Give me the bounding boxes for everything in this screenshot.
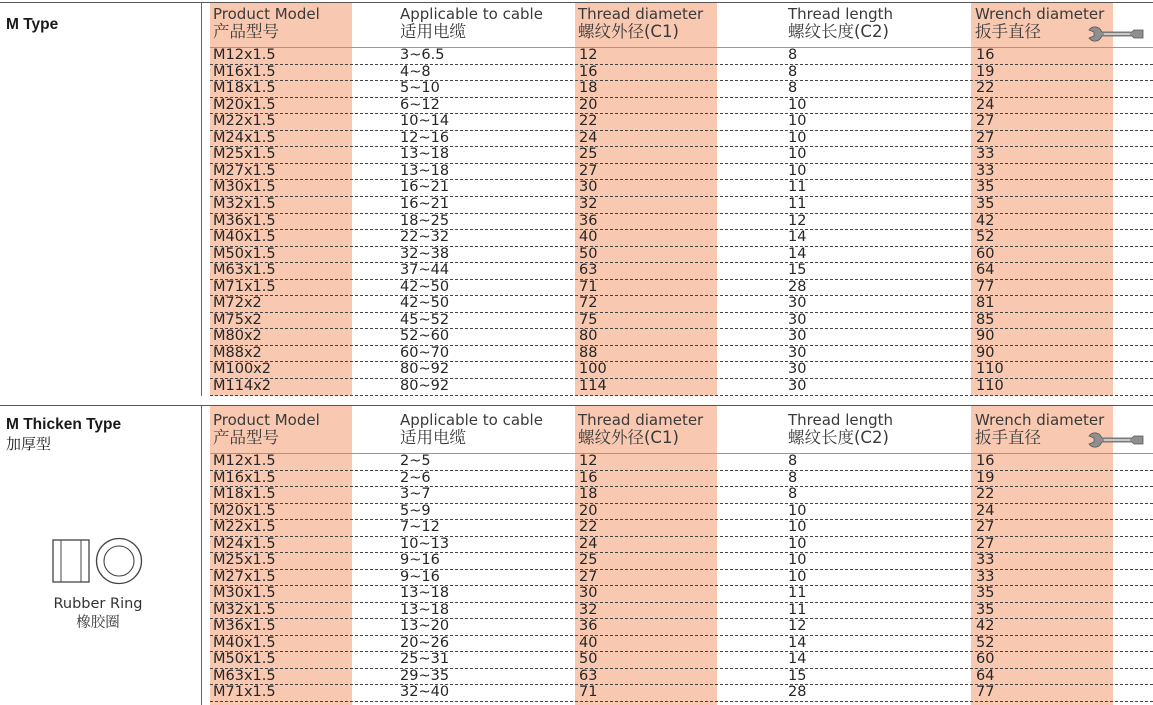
cell-applicable-cable: 52~60 [400,328,450,345]
cell-product-model: M36x1.5 [213,618,276,634]
header-en: Thread diameter [578,411,704,429]
cell-thread-length: 8 [788,469,798,486]
cell-thread-diameter: 27 [579,568,598,585]
cell-wrench-diameter: 27 [976,129,995,146]
cell-product-model: M12x1.5 [213,47,276,63]
cell-wrench-diameter: 42 [976,212,995,229]
wrench-icon [1088,431,1144,449]
table-row [210,131,1153,148]
cell-thread-diameter: 24 [579,129,598,146]
cell-wrench-diameter: 90 [976,328,995,345]
cell-thread-diameter: 24 [579,535,598,552]
cell-applicable-cable: 6~12 [400,96,440,113]
cell-product-model: M32x1.5 [213,601,276,618]
cell-wrench-diameter: 22 [976,486,995,502]
table-row [210,197,1153,214]
cell-applicable-cable: 13~18 [400,601,450,618]
rubber-ring-label [43,595,153,633]
wrench-icon [1088,25,1144,43]
table-row [210,180,1153,197]
cell-product-model: M24x1.5 [213,129,276,146]
cell-wrench-diameter: 33 [976,568,995,585]
cell-thread-length: 14 [788,229,807,246]
cell-thread-length: 11 [788,179,807,196]
cell-thread-diameter: 100 [579,361,607,378]
cell-applicable-cable: 18~25 [400,212,450,229]
header-thread-diameter [578,412,703,448]
cell-applicable-cable: 2~6 [400,469,431,486]
cell-thread-diameter: 18 [579,80,598,97]
header-en: Applicable to cable [400,5,543,23]
cell-product-model: M18x1.5 [213,80,276,97]
header-wrench-diameter [975,412,1104,448]
header-en: Wrench diameter [975,411,1105,429]
cell-product-model: M88x2 [213,344,262,361]
header-thread-length [788,412,893,448]
header-thread-diameter [578,6,703,42]
cell-wrench-diameter: 90 [976,344,995,361]
cell-product-model: M63x1.5 [213,667,276,684]
table-row [210,636,1153,653]
cell-applicable-cable: 16~21 [400,179,450,196]
cell-thread-length: 10 [788,568,807,585]
cell-thread-diameter: 30 [579,585,598,601]
header-product-model [213,6,320,42]
cell-product-model: M27x1.5 [213,568,276,585]
cell-wrench-diameter: 85 [976,311,995,328]
cell-thread-length: 14 [788,634,807,651]
cell-thread-length: 8 [788,486,798,502]
cell-thread-length: 30 [788,295,807,312]
cell-product-model: M50x1.5 [213,651,276,667]
m-thicken-section [0,405,1153,705]
cell-thread-length: 30 [788,378,807,394]
cell-wrench-diameter: 64 [976,262,995,279]
header-cn: 螺纹外径(C1) [578,22,679,41]
cell-thread-diameter: 20 [579,502,598,519]
cell-thread-length: 11 [788,195,807,212]
cell-thread-diameter: 88 [579,344,598,361]
header-thread-length [788,6,893,42]
cell-wrench-diameter: 33 [976,162,995,179]
cell-thread-diameter: 30 [579,179,598,196]
cell-product-model: M22x1.5 [213,113,276,130]
cell-thread-length: 28 [788,278,807,295]
cell-wrench-diameter: 35 [976,179,995,196]
table-row [210,379,1153,396]
cell-applicable-cable: 25~31 [400,651,450,667]
cell-product-model: M30x1.5 [213,585,276,601]
cell-product-model: M72x2 [213,295,262,312]
cell-thread-diameter: 80 [579,328,598,345]
cell-wrench-diameter: 64 [976,667,995,684]
cell-applicable-cable: 3~6.5 [400,47,445,63]
cell-applicable-cable: 42~50 [400,278,450,295]
cell-product-model: M36x1.5 [213,212,276,229]
cell-applicable-cable: 5~9 [400,502,431,519]
table-row [210,537,1153,554]
table-row [210,553,1153,570]
cell-wrench-diameter: 22 [976,80,995,97]
cell-thread-diameter: 25 [579,146,598,163]
cell-applicable-cable: 32~40 [400,684,450,700]
cell-product-model: M16x1.5 [213,469,276,486]
table-row [210,296,1153,313]
cell-product-model: M114x2 [213,378,271,394]
table-row [210,147,1153,164]
cell-thread-length: 14 [788,651,807,667]
cell-wrench-diameter: 81 [976,295,995,312]
ring-label-en: Rubber Ring [53,596,143,612]
table-row [210,280,1153,297]
header-applicable-cable [400,6,543,42]
cell-product-model: M32x1.5 [213,195,276,212]
cell-product-model: M75x2 [213,311,262,328]
header-en: Product Model [213,5,320,23]
cell-thread-diameter: 71 [579,684,598,700]
cell-thread-diameter: 27 [579,162,598,179]
cell-thread-diameter: 50 [579,245,598,262]
cell-thread-length: 10 [788,96,807,113]
cell-applicable-cable: 20~26 [400,634,450,651]
cell-applicable-cable: 5~10 [400,80,440,97]
ring-label-cn: 橡胶圈 [76,615,120,631]
table-row [210,504,1153,521]
cell-product-model: M40x1.5 [213,634,276,651]
table-row [210,230,1153,247]
cell-product-model: M100x2 [213,361,271,378]
cell-thread-diameter: 40 [579,634,598,651]
cell-thread-length: 30 [788,311,807,328]
section-title: M Thicken Type [6,416,122,433]
table-row [210,263,1153,280]
cell-thread-diameter: 12 [579,453,598,469]
cell-thread-length: 28 [788,684,807,700]
cell-product-model: M20x1.5 [213,96,276,113]
cell-thread-diameter: 16 [579,63,598,80]
cell-wrench-diameter: 52 [976,229,995,246]
section-title: M Type [6,16,59,33]
header-cn: 适用电缆 [400,22,466,41]
table-row [210,603,1153,620]
header-applicable-cable [400,412,543,448]
table-row [210,570,1153,587]
cell-wrench-diameter: 35 [976,195,995,212]
cell-applicable-cable: 80~92 [400,361,450,378]
cell-thread-length: 10 [788,113,807,130]
cell-applicable-cable: 32~38 [400,245,450,262]
cell-thread-diameter: 36 [579,618,598,634]
cell-thread-diameter: 18 [579,486,598,502]
header-en: Applicable to cable [400,411,543,429]
cell-thread-length: 11 [788,585,807,601]
section-divider [201,405,202,705]
cell-thread-length: 30 [788,344,807,361]
cell-applicable-cable: 22~32 [400,229,450,246]
table-row [210,487,1153,504]
cell-wrench-diameter: 110 [976,378,1004,394]
cell-thread-length: 10 [788,502,807,519]
cell-wrench-diameter: 35 [976,601,995,618]
cell-thread-diameter: 22 [579,519,598,535]
cell-product-model: M80x2 [213,328,262,345]
cell-wrench-diameter: 33 [976,146,995,163]
cell-thread-diameter: 36 [579,212,598,229]
cell-wrench-diameter: 52 [976,634,995,651]
cell-wrench-diameter: 77 [976,278,995,295]
cell-product-model: M24x1.5 [213,535,276,552]
cell-wrench-diameter: 33 [976,552,995,568]
cell-thread-length: 11 [788,601,807,618]
cell-wrench-diameter: 60 [976,245,995,262]
table-row [210,214,1153,231]
cell-thread-length: 30 [788,361,807,378]
cell-applicable-cable: 10~13 [400,535,450,552]
rubber-ring-icon [52,537,144,585]
cell-thread-diameter: 12 [579,47,598,63]
cell-wrench-diameter: 27 [976,519,995,535]
cell-thread-length: 12 [788,212,807,229]
cell-thread-diameter: 40 [579,229,598,246]
cell-thread-length: 15 [788,262,807,279]
cell-thread-length: 10 [788,129,807,146]
cell-wrench-diameter: 27 [976,535,995,552]
cell-product-model: M27x1.5 [213,162,276,179]
cell-applicable-cable: 80~92 [400,378,450,394]
cell-applicable-cable: 4~8 [400,63,431,80]
cell-applicable-cable: 60~70 [400,344,450,361]
header-cn: 产品型号 [213,22,279,41]
header-en: Thread length [788,411,894,429]
cell-thread-length: 15 [788,667,807,684]
header-en: Thread length [788,5,894,23]
cell-wrench-diameter: 60 [976,651,995,667]
cell-thread-length: 8 [788,63,798,80]
cell-thread-diameter: 25 [579,552,598,568]
header-en: Thread diameter [578,5,704,23]
cell-thread-length: 10 [788,519,807,535]
cell-product-model: M22x1.5 [213,519,276,535]
cell-thread-length: 8 [788,47,798,63]
table-row [210,247,1153,264]
header-wrench-diameter [975,6,1104,42]
table-row [210,471,1153,488]
table-row [210,362,1153,379]
cell-thread-diameter: 75 [579,311,598,328]
table-row [210,454,1153,471]
cell-applicable-cable: 13~18 [400,162,450,179]
cell-thread-diameter: 32 [579,195,598,212]
header-cn: 螺纹外径(C1) [578,428,679,447]
cell-product-model: M25x1.5 [213,146,276,163]
table-row [210,669,1153,686]
cell-thread-diameter: 63 [579,262,598,279]
cell-thread-length: 8 [788,453,798,469]
cell-thread-length: 12 [788,618,807,634]
cell-product-model: M30x1.5 [213,179,276,196]
cell-wrench-diameter: 19 [976,63,995,80]
cell-thread-diameter: 71 [579,278,598,295]
cell-applicable-cable: 42~50 [400,295,450,312]
table-row [210,652,1153,669]
cell-wrench-diameter: 16 [976,47,995,63]
cell-applicable-cable: 13~20 [400,618,450,634]
cell-applicable-cable: 13~18 [400,146,450,163]
cell-thread-length: 8 [788,80,798,97]
header-cn: 螺纹长度(C2) [788,428,889,447]
cell-thread-diameter: 72 [579,295,598,312]
cell-wrench-diameter: 35 [976,585,995,601]
header-cn: 产品型号 [213,428,279,447]
table-row [210,98,1153,115]
table-row [210,313,1153,330]
header-cn: 螺纹长度(C2) [788,22,889,41]
table-row [210,164,1153,181]
cell-thread-diameter: 20 [579,96,598,113]
cell-applicable-cable: 12~16 [400,129,450,146]
header-product-model [213,412,320,448]
table-row [210,114,1153,131]
cell-thread-diameter: 114 [579,378,607,394]
table-row [210,346,1153,363]
table-row [210,685,1153,702]
cell-applicable-cable: 9~16 [400,552,440,568]
cell-applicable-cable: 16~21 [400,195,450,212]
cell-product-model: M40x1.5 [213,229,276,246]
cell-product-model: M50x1.5 [213,245,276,262]
cell-wrench-diameter: 24 [976,502,995,519]
table-row [210,619,1153,636]
cell-thread-length: 10 [788,535,807,552]
table-row [210,586,1153,603]
cell-applicable-cable: 7~12 [400,519,440,535]
header-en: Product Model [213,411,320,429]
header-cn: 适用电缆 [400,428,466,447]
cell-applicable-cable: 37~44 [400,262,450,279]
cell-product-model: M25x1.5 [213,552,276,568]
cell-wrench-diameter: 27 [976,113,995,130]
cell-wrench-diameter: 77 [976,684,995,700]
header-cn: 扳手直径 [975,22,1041,41]
cell-wrench-diameter: 110 [976,361,1004,378]
cell-wrench-diameter: 42 [976,618,995,634]
cell-product-model: M16x1.5 [213,63,276,80]
cell-thread-diameter: 50 [579,651,598,667]
cell-applicable-cable: 9~16 [400,568,440,585]
cell-thread-diameter: 63 [579,667,598,684]
cell-thread-diameter: 16 [579,469,598,486]
cell-wrench-diameter: 24 [976,96,995,113]
cell-thread-diameter: 22 [579,113,598,130]
cell-product-model: M71x1.5 [213,684,276,700]
table-row [210,81,1153,98]
cell-product-model: M63x1.5 [213,262,276,279]
cell-product-model: M20x1.5 [213,502,276,519]
cell-applicable-cable: 10~14 [400,113,450,130]
section-divider [201,2,202,396]
cell-applicable-cable: 3~7 [400,486,431,502]
cell-wrench-diameter: 19 [976,469,995,486]
header-en: Wrench diameter [975,5,1105,23]
cell-wrench-diameter: 16 [976,453,995,469]
cell-applicable-cable: 2~5 [400,453,431,469]
cell-applicable-cable: 29~35 [400,667,450,684]
cell-thread-length: 10 [788,162,807,179]
cell-thread-diameter: 32 [579,601,598,618]
table-row [210,65,1153,82]
header-cn: 扳手直径 [975,428,1041,447]
cell-thread-length: 30 [788,328,807,345]
cell-thread-length: 10 [788,146,807,163]
section-subtitle: 加厚型 [6,435,52,453]
cell-product-model: M71x1.5 [213,278,276,295]
cell-thread-length: 10 [788,552,807,568]
cell-thread-length: 14 [788,245,807,262]
cell-applicable-cable: 13~18 [400,585,450,601]
cell-product-model: M18x1.5 [213,486,276,502]
table-row [210,48,1153,65]
table-row [210,329,1153,346]
cell-applicable-cable: 45~52 [400,311,450,328]
cell-product-model: M12x1.5 [213,453,276,469]
table-row [210,520,1153,537]
